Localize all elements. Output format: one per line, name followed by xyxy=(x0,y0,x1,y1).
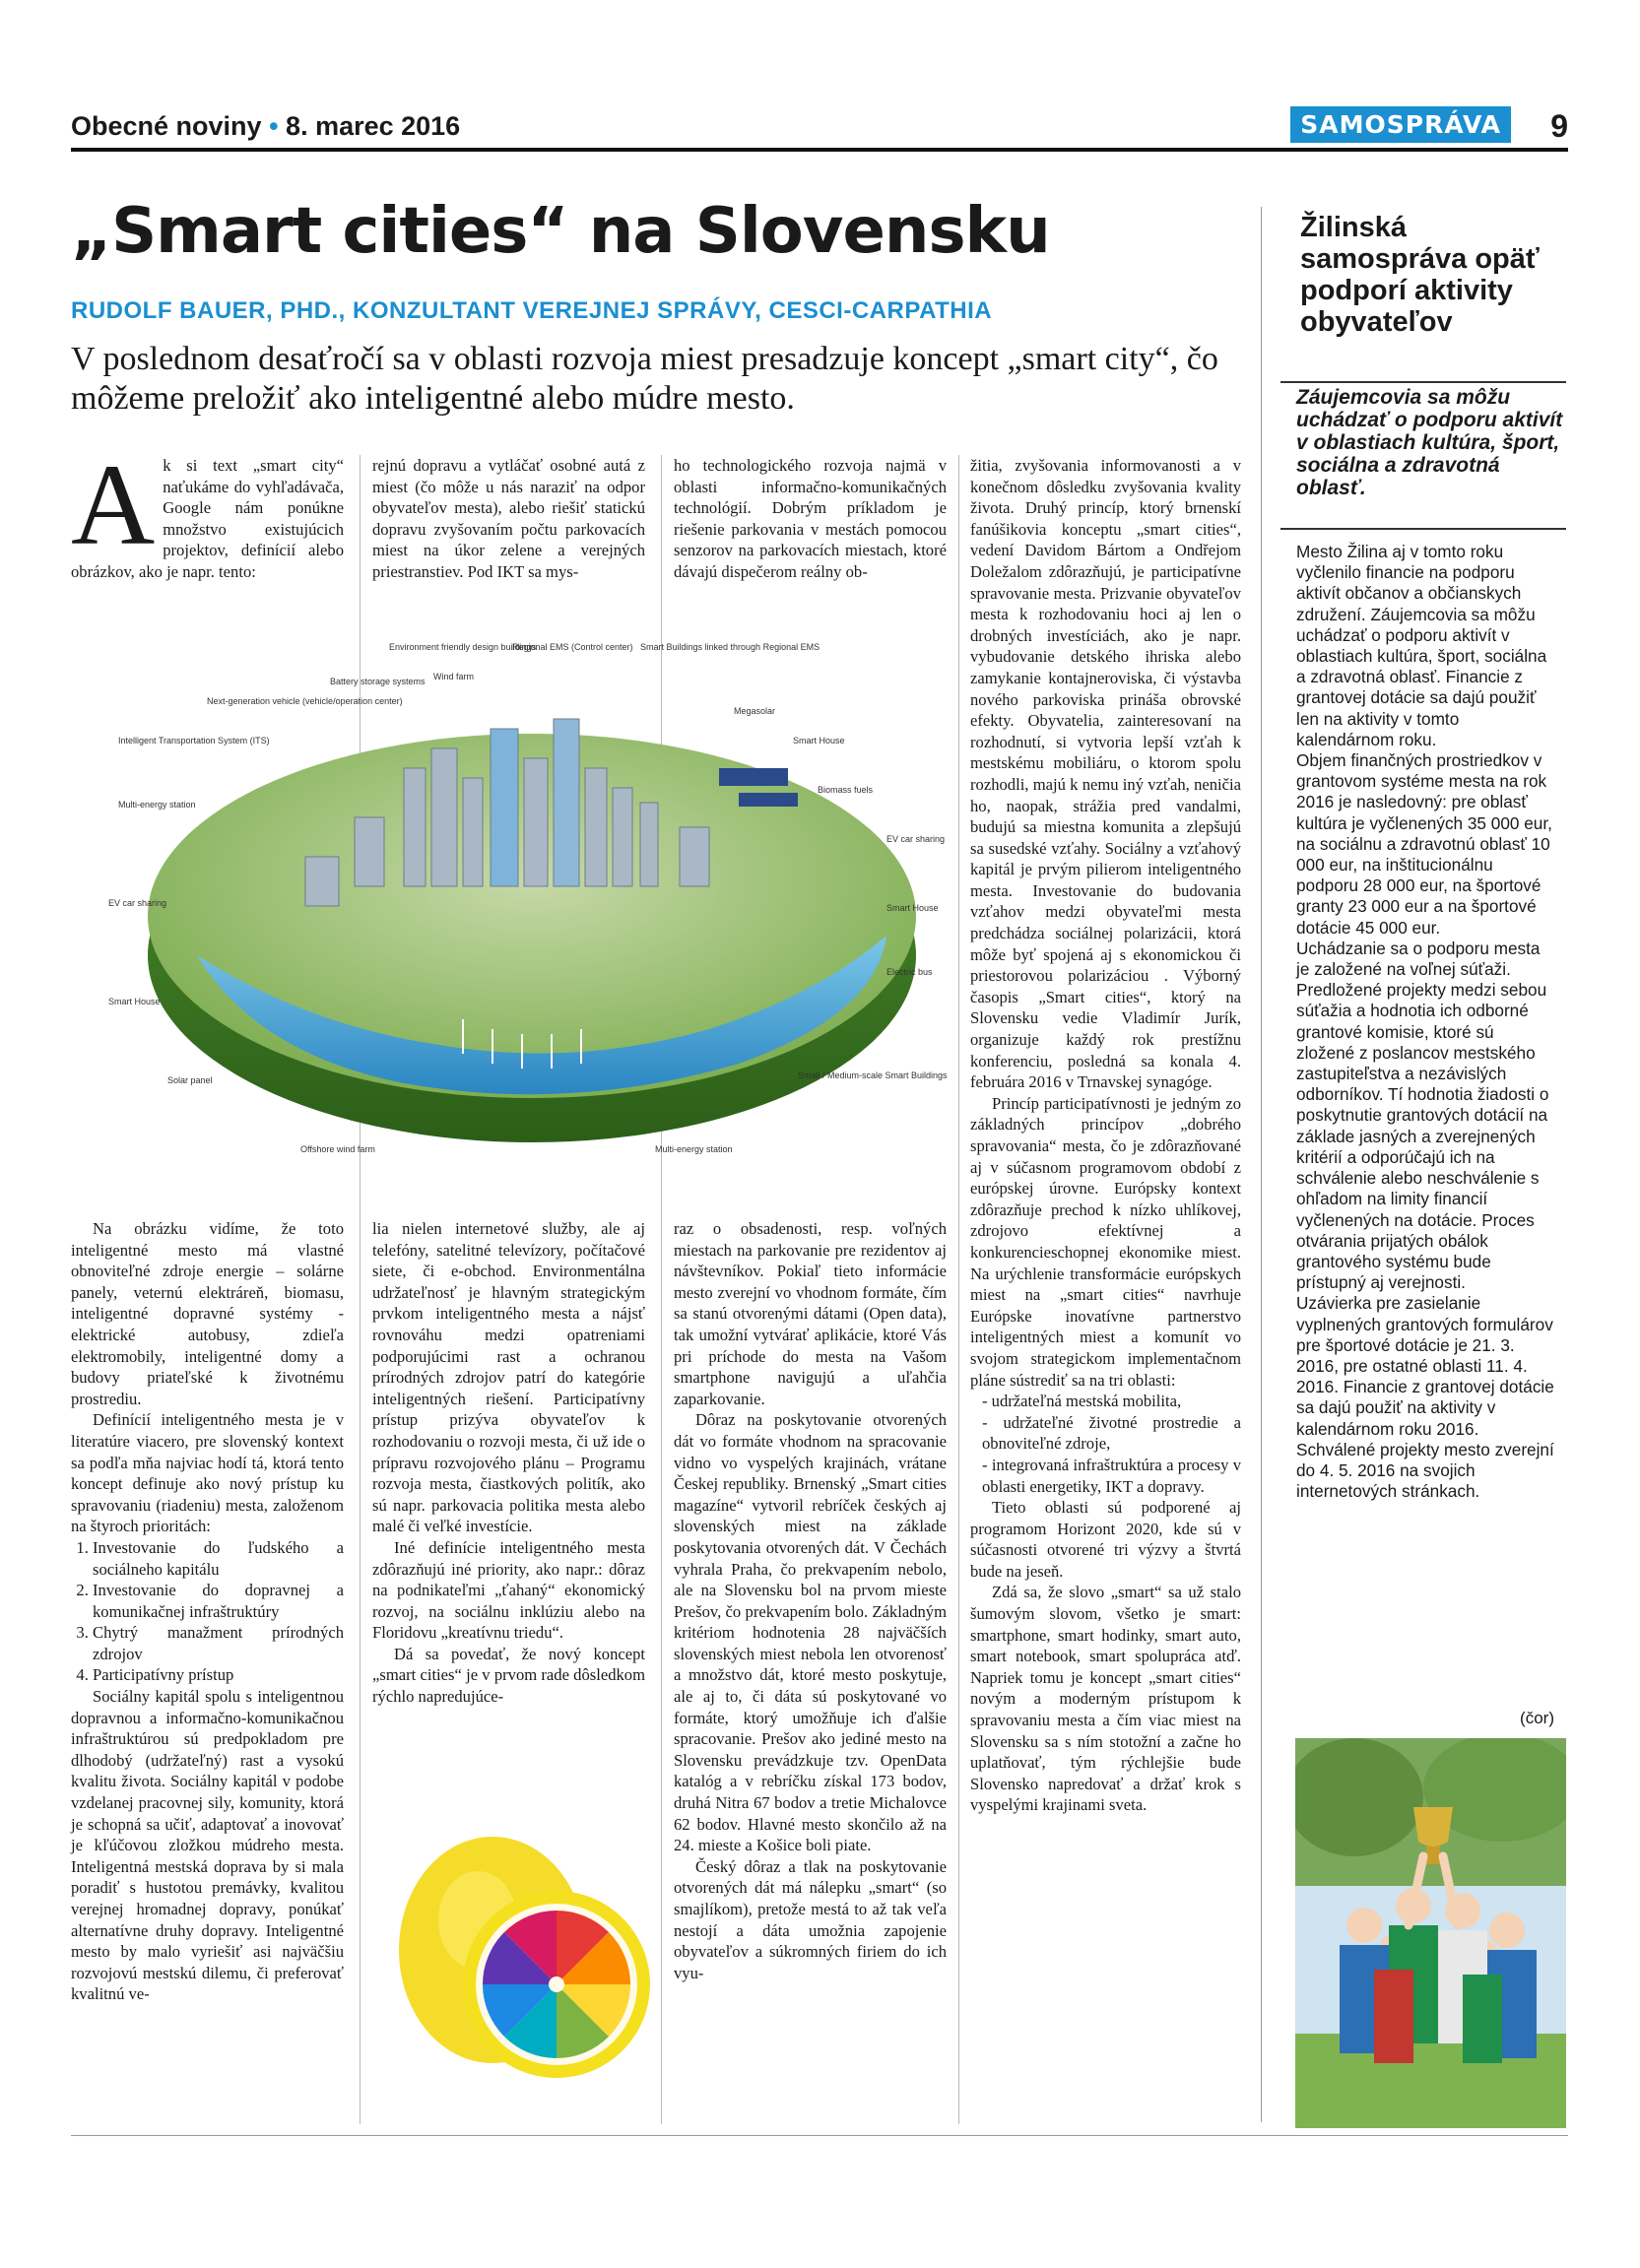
infographic-label: Offshore wind farm xyxy=(300,1144,375,1154)
article-column-3-top xyxy=(674,455,947,583)
list-item: 3. Chytrý manažment prírodných zdrojov xyxy=(93,1622,344,1664)
list-item: - udržateľné životné prostredie a obnoviteľné zdroje, xyxy=(982,1412,1241,1454)
article-paragraph: rejnú dopravu a vytláčať osobné autá z miest (čo môže u nás naraziť na odpor obyvateľov mesta), alebo riešiť statickú dopravu zvyšovaním počtu parkovacích miest na úkor zelene a verejných priestranstiev. Pod IKT sa mys- xyxy=(372,456,645,581)
priority-areas-list xyxy=(970,1391,1241,1497)
list-item: 2. Investovanie do dopravnej a komunikačnej infraštruktúry xyxy=(93,1580,344,1622)
infographic-label: Multi-energy station xyxy=(655,1144,733,1154)
sidebar-rule xyxy=(1280,528,1566,530)
infographic-label: Regional EMS (Control center) xyxy=(512,642,633,652)
article-paragraph: Definícií inteligentného mesta je v literatúre viacero, pre slovenský kontext sa podľa mňa najviac hodí tá, ktorá tento koncept definuje ako nový prístup ku spravovaniu (riadeniu) mesta, založenom na štyroch prioritách: xyxy=(71,1410,344,1536)
running-head xyxy=(71,110,1568,150)
list-item: - integrovaná infraštruktúra a procesy v oblasti energetiky, IKT a dopravy. xyxy=(982,1455,1241,1496)
separator-dot: • xyxy=(269,111,279,141)
sidebar-title: Žilinská samospráva opäť podporí aktivity obyvateľov xyxy=(1300,212,1540,338)
list-item: 1. Investovanie do ľudského a sociálneho kapitálu xyxy=(93,1537,344,1580)
infographic-label: Biomass fuels xyxy=(818,785,874,795)
article-paragraph: Iné definície inteligentného mesta zdôrazňujú iné priority, ako napr.: dôraz na podnikateľmi „ťahaný“ ekonomický rozvoj, na sociálnu inklúziu alebo na Floridovu „kreatívnu triedu“. xyxy=(372,1537,645,1643)
header-rule xyxy=(71,148,1568,152)
article-column-4 xyxy=(970,455,1241,1816)
infographic-label: EV car sharing xyxy=(108,898,167,908)
infographic-label: Electric bus xyxy=(886,967,933,977)
sidebar-divider xyxy=(1261,207,1262,2122)
infographic-label: Small / Medium-scale Smart Buildings xyxy=(798,1070,948,1080)
infographic-label: Megasolar xyxy=(734,706,776,716)
article-paragraph: Na obrázku vidíme, že toto inteligentné mesto má vlastné obnoviteľné zdroje energie – solárne panely, veternú elektráreň, biomasu, inteligentné dopravné systémy - elektrické autobusy, zdieľa elektromobily, inteligentné domy a budovy priateľské k životnému prostrediu. xyxy=(71,1219,344,1408)
list-item: - udržateľná mestská mobilita, xyxy=(982,1392,1182,1411)
article-paragraph: lia nielen internetové služby, ale aj telefóny, satelitné televízory, počítačové siete, či e-obchod. Environmentálna udržateľnosť je hlavným strategickým prvkom inteligentného mesta a nájsť rovnováhu medzi opatreniami podporujúcimi rast a ochranou prírodných zdrojov patrí do kategórie inteligentných riešení. Participatívny prístup prizýva obyvateľov k rozhodovaniu o rozvoji mesta, či už ide o prípravu rozvojového plánu – Programu rozvoja mesta, čiastkových politík, ako sú napr. parkovacia politika mesta alebo malé či veľké investície. xyxy=(372,1219,645,1536)
children-trophy-photo xyxy=(1295,1738,1566,2128)
article-paragraph: Dôraz na poskytovanie otvorených dát vo formáte vhodnom na spracovanie vidno vo vyspelých krajinách, vrátane Českej republiky. Brnenský „Smart cities magazíne“ vytvoril rebríček českých aj slovenských miest na základe poskytovania otvorených dát. V Čechách vyhrala Praha, čo prekvapením nebolo, ale na Slovensku bol na prvom mieste Prešov, čo prekvapením bolo. Základným kritériom hodnotenia 28 najväčších slovenských miest nebola len otvorenosť a množstvo dát, ktoré mesto poskytuje, ale aj to, či dáta sú poskytované vo formáte, ktorý umožňuje ich ďalšie spracovanie. Prešov ako jediné mesto na Slovensku prevádzkuje tzv. OpenData katalóg a v rebríčku získal 173 bodov, druhá Nitra 67 bodov a tretie Michalovce 62 bodov. Hlavné mesto skončilo až na 24. mieste a Košice boli piate. xyxy=(674,1410,947,1855)
article-title: „Smart cities“ na Slovensku xyxy=(71,195,1050,268)
sidebar-rule xyxy=(1280,381,1566,383)
article-column-2-top xyxy=(372,455,645,583)
page-number: 9 xyxy=(1550,108,1568,144)
article-paragraph: Zdá sa, že slovo „smart“ sa už stalo šumovým slovom, všetko je smart: smartphone, smart hodinky, smart auto, smart notebook, smart spolupráca atď. Napriek tomu je koncept „smart cities“ novým a moderným prístupom k spravovaniu mesta a čím viac miest na Slovensku sa s ním stotožní a začne ho uplatňovať, tým rýchlejšie bude Slovensko napredovať a držať krok s vyspelými krajinami sveta. xyxy=(970,1583,1241,1815)
sidebar-signature: (čor) xyxy=(1520,1709,1554,1727)
infographic-label: Smart House xyxy=(793,736,845,745)
sidebar-subtitle: Záujemcovia sa môžu uchádzať o podporu aktivít v oblastiach kultúra, šport, sociálna a zdravotná oblasť. xyxy=(1296,386,1563,499)
sidebar-paragraph: Uzávierka pre zasielanie vyplnených grantových formulárov pre športové dotácie je 21. 3. 2016, pre ostatné oblasti 11. 4. 2016. Financie z grantovej dotácie sa dajú použiť na aktivity v kalendárnom roku 2016. Schválené projekty mesto zverejní do 4. 5. 2016 na svojich internetových stránkach. xyxy=(1296,1293,1554,1502)
sidebar-paragraph: Mesto Žilina aj v tomto roku vyčlenilo financie na podporu aktivít občanov a občianskych združení. Záujemcovia sa môžu uchádzať o podporu aktivít v oblastiach kultúra, šport, sociálna a zdravotná oblasť. Financie z grantovej dotácie sa dajú použiť len na aktivity v tomto kalendárnom roku. xyxy=(1296,542,1547,749)
infographic-label: Smart House xyxy=(108,997,161,1006)
article-column-2-bottom xyxy=(372,1218,645,1708)
article-lede: V poslednom desaťročí sa v oblasti rozvoja miest presadzuje koncept „smart city“, čo môžeme preložiť ako inteligentné alebo múdre mesto. xyxy=(71,341,1218,417)
article-paragraph: raz o obsadenosti, resp. voľných miestach na parkovanie pre rezidentov aj návštevníkov. Pokiaľ tieto informácie mesto zverejní vo vhodnom formáte, čím sa stanú otvorenými dátami (Open data), tak umožní vytvárať aplikácie, ktoré Vás pri príchode do mesta na Vašom smartphone navigujú a uľahčia zaparkovanie. xyxy=(674,1219,947,1408)
article-column-1-top xyxy=(71,440,344,583)
article-paragraph: ho technologického rozvoja najmä v oblasti informačno-komunikačných technológií. Dobrým príkladom je riešenie parkovania v mestách pomocou senzorov na parkovacích miestach, ktoré dávajú dispečerom reálny ob- xyxy=(674,456,947,581)
infographic-label: Solar panel xyxy=(167,1075,213,1085)
infographic-label: Next-generation vehicle (vehicle/operation center) xyxy=(207,696,403,706)
infographic-label: Smart House xyxy=(886,903,939,913)
sidebar-body xyxy=(1296,542,1554,1502)
article-paragraph: Český dôraz a tlak na poskytovanie otvorených dát má nálepku „smart“ (so smajlíkom), pretože mestá to až tak veľa nestojí a dáta umožnia zapojenie obyvateľov a súkromných firiem do ich vyu- xyxy=(674,1856,947,1982)
article-column-3-bottom xyxy=(674,1218,947,1983)
infographic-label: Battery storage systems xyxy=(330,677,426,686)
article-paragraph: k si text „smart city“ naťukáme do vyhľadávača, Google nám ponúkne množstvo existujúcich projektov, definícií alebo obrázkov, ako je napr. tento: xyxy=(71,456,344,581)
column-divider xyxy=(958,455,959,2124)
sidebar-paragraph: Uchádzanie sa o podporu mesta je založené na voľnej súťaži. Predložené projekty medzi sebou súťažia a hodnotia ich odborné grantové komisie, ktoré sú zložené z poslancov mestského zastupiteľstva a nezávislých odborníkov. Tí hodnotia žiadosti o poskytnutie grantových dotácií na základe jasných a zverejnených kritérií a odporúčajú ich na schválenie alebo neschválenie s ohľadom na limity financií vyčlenených na dotácie. Proces otvárania prijatých obálok grantového systému bude prístupný aj verejnosti. xyxy=(1296,938,1549,1293)
infographic-label: Environment friendly design buildings xyxy=(389,642,537,652)
publication-line xyxy=(71,110,460,142)
drop-cap: A xyxy=(71,440,156,569)
article-paragraph: Dá sa povedať, že nový koncept „smart cities“ je v prvom rade dôsledkom rýchlo napredujúce- xyxy=(372,1644,645,1707)
article-paragraph: žitia, zvyšovania informovanosti a v konečnom dôsledku zvyšovania kvality života. Druhý princíp, ktorý brnenskí fanúšikovia konceptu „smart cities“, vedení Davidom Bártom a Ondřejom Doležalom zdôrazňujú, je participatívne spravovanie mesta. Prizvanie obyvateľov mesta k rozhodovaniu hoci aj len o drobných investíciách, ako je napr. vybudovanie detského ihriska alebo zamykanie kontajneroviska, či výstavba nového parkoviska prináša obrovské efekty. Obyvatelia, zainteresovaní na rozhodnutí, si vytvoria lepší vzťah k mestskému mobiliáru, o ktorom spolu rozhodli, majú k nemu iný vzťah, neničia ho, naopak, strážia pred vandalmi, budujú sa miestna komunita a zlepšujú sa susedské vzťahy. Sociálny a vzťahový kapitál je prvým pilierom inteligentného mesta. Investovanie do budovania vzťahov medzi obyvateľmi mesta predchádza sociálnej polarizácii, ktorá môže byť spojená aj s ekonomickou či priestorovou polarizáciou . Výborný časopis „Smart cities“, ktorý na Slovensku vedie Vladimír Jurík, organizuje každý rok prestížnu konferenciu, posledná sa konala 4. februára 2016 v Trnavskej synagóge. xyxy=(970,456,1241,1092)
infographic-label: Intelligent Transportation System (ITS) xyxy=(118,736,270,745)
section-label: SAMOSPRÁVA xyxy=(1290,106,1511,143)
publication-name: Obecné noviny xyxy=(71,111,262,141)
article-paragraph: Sociálny kapitál spolu s inteligentnou dopravnou a informačno-komunikačnou infraštruktúrou sú predpokladom pre dlhodobý (udržateľný) rast a vysokú kvalitu života. Sociálny kapitál v podobe vzdelanej pracovnej sily, komunity, ktorá je schopná sa učiť, adaptovať a inovovať je kľúčovou zložkou múdreho mesta. Inteligentná mestská doprava by si mala poradiť s hustotou premávky, kvalitou verejnej hromadnej dopravy, ponúkať alternatívne druhy dopravy. Inteligentné mesto by malo vyriešiť asi najväčšiu rozvojovú mestskú dilemu, či preferovať kvalitnú ve- xyxy=(71,1687,344,2004)
smart-city-infographic xyxy=(108,630,955,1172)
issue-date: 8. marec 2016 xyxy=(286,111,461,141)
article-paragraph: Tieto oblasti sú podporené aj programom Horizont 2020, kde sú v súčasnosti otvorené tri výzvy a štvrtá bude na jeseň. xyxy=(970,1498,1241,1581)
list-item: 4. Participatívny prístup xyxy=(93,1664,344,1686)
article-paragraph: Princíp participatívnosti je jedným zo základných princípov „dobrého spravovania“ mesta, čo je zdôrazňované aj v súčasnom programovom období z európskej úrovne. Európsky kontext zdôrazňuje prechod k nízko uhlíkovej, zdrojovo efektívnej a konkurencieschopnej ekonomike miest. Na urýchlenie transformácie európskych miest na „smart cities“ navrhuje Európske inovatívne partnerstvo inteligentných miest a komunít vo svojom strategickom implementačnom pláne sústrediť sa na tri oblasti: xyxy=(970,1093,1241,1390)
infographic-label: Multi-energy station xyxy=(118,800,196,810)
article-byline: RUDOLF BAUER, PHD., KONZULTANT VEREJNEJ SPRÁVY, CESCI-CARPATHIA xyxy=(71,297,993,324)
color-wheel-lemon-image xyxy=(384,1802,660,2098)
article-column-1-bottom xyxy=(71,1218,344,2005)
footer-rule xyxy=(71,2135,1568,2136)
sidebar-paragraph: Objem finančných prostriedkov v grantovom systéme mesta na rok 2016 je nasledovný: pre oblasť kultúra je vyčlenených 35 000 eur, na sociálnu a zdravotnú oblasť 10 000 eur, na inštitucionálnu podporu 28 000 eur, na športové granty 23 000 eur a na športové dotácie 45 000 eur. xyxy=(1296,750,1552,938)
infographic-label: EV car sharing xyxy=(886,834,946,844)
infographic-label: Smart Buildings linked through Regional EMS xyxy=(640,642,820,652)
priorities-list xyxy=(71,1537,344,1686)
infographic-label: Wind farm xyxy=(433,672,475,681)
